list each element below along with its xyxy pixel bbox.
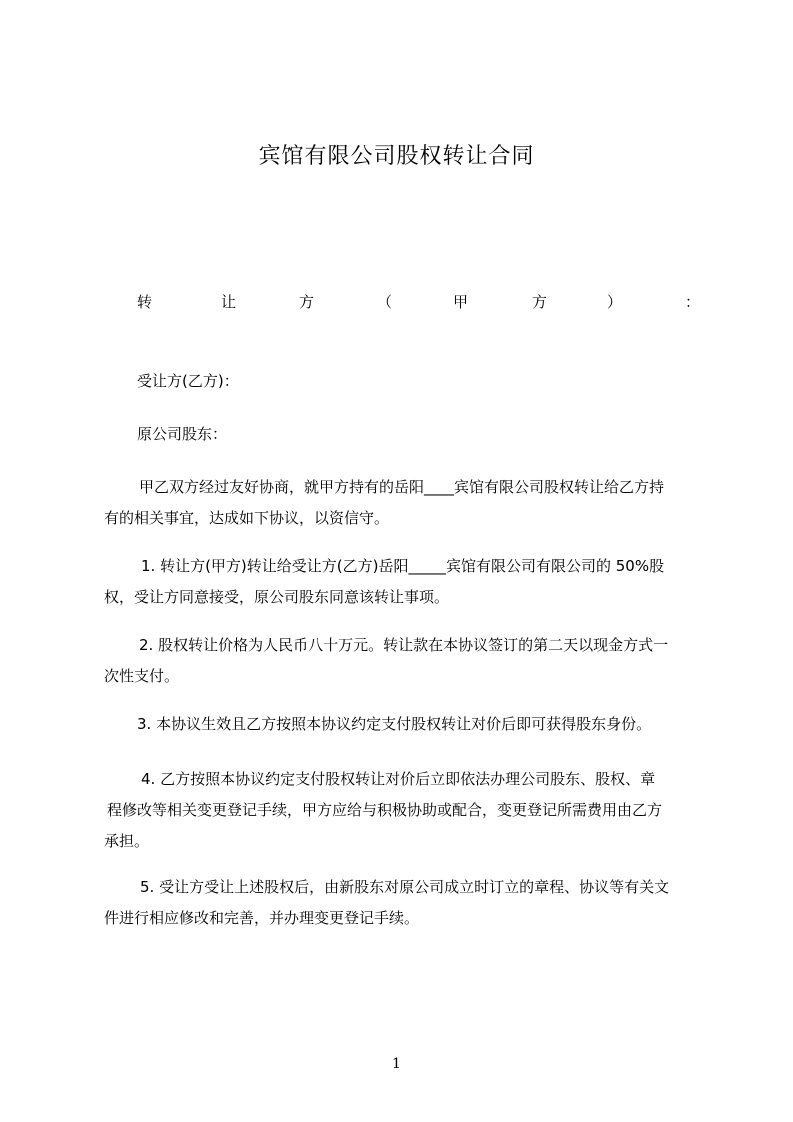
transferor-char: （ — [377, 293, 393, 311]
original-shareholders-label: 原公司股东： — [137, 425, 228, 443]
clause-3: 3. 本协议生效且乙方按照本协议约定支付股权转让对价后即可获得股东身份。 — [137, 715, 652, 733]
clause-1: 1. 转让方(甲方)转让给受让方(乙方)岳阳_____宾馆有限公司有限公司的 50%股 权，受让方同意接受，原公司股东同意该转让事项。 — [104, 557, 665, 606]
clause-4: 4. 乙方按照本协议约定支付股权转让对价后立即依法办理公司股东、股权、章 程修改等相关变更登记手续，甲方应给与积极协助或配合，变更登记所需费用由乙方 承担。 — [104, 770, 663, 850]
transferor-char: 甲 — [453, 293, 469, 311]
transferor-char: 转 — [137, 293, 153, 311]
transferor-char: 方 — [299, 293, 315, 311]
transferor-char: ： — [685, 293, 701, 311]
transferor-char: 方 — [532, 293, 548, 311]
transferor-char: 让 — [221, 293, 237, 311]
transferor-line — [137, 290, 701, 314]
transferor-char: ） — [607, 293, 623, 311]
clause-2: 2. 股权转让价格为人民币八十万元。转让款在本协议签订的第二天以现金方式一 次性支付。 — [104, 636, 669, 685]
intro-paragraph: 甲乙双方经过友好协商，就甲方持有的岳阳____宾馆有限公司股权转让给乙方持 有的相关事宜，达成如下协议，以资信守。 — [104, 478, 665, 527]
transferee-label: 受让方(乙方)： — [137, 372, 239, 390]
document-title: 宾馆有限公司股权转让合同 — [258, 144, 535, 169]
page-number: 1 — [392, 1056, 401, 1072]
clause-5: 5. 受让方受让上述股权后，由新股东对原公司成立时订立的章程、协议等有关文 件进行相应修改和完善，并办理变更登记手续。 — [104, 878, 670, 927]
